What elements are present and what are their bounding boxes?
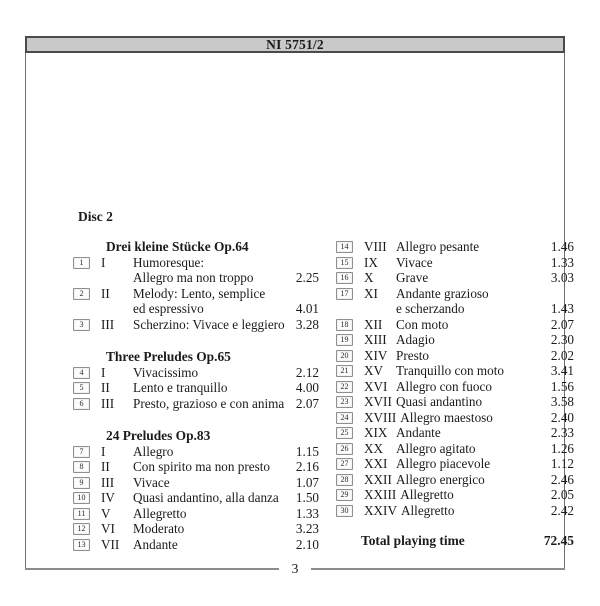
track-number-box xyxy=(73,477,90,489)
track-number-label: 19 xyxy=(340,335,349,344)
track-roman-numeral: II xyxy=(101,380,110,395)
tracklist-right-sections xyxy=(336,239,574,518)
page-number: 3 xyxy=(279,561,312,577)
track-title xyxy=(133,365,296,381)
track-title xyxy=(133,286,296,317)
section-heading: Three Preludes Op.65 xyxy=(106,349,231,364)
track-row xyxy=(336,348,574,364)
track-row xyxy=(73,255,319,286)
track-roman-numeral: XX xyxy=(364,440,384,456)
track-roman-numeral: XIV xyxy=(364,347,388,363)
track-row xyxy=(336,317,574,333)
track-title xyxy=(396,472,551,488)
tracklist-column-right xyxy=(336,239,574,549)
track-row xyxy=(336,286,574,317)
track-title xyxy=(396,239,551,255)
track-roman-numeral: XIII xyxy=(364,332,387,347)
track-title xyxy=(396,379,551,395)
track-title-line: Humoresque: xyxy=(133,254,205,270)
track-number-box xyxy=(336,241,353,253)
track-row xyxy=(336,487,574,503)
track-title xyxy=(396,317,551,333)
tracklist-section xyxy=(73,349,319,411)
track-row xyxy=(336,394,574,410)
track-title-line: Con moto xyxy=(396,316,449,332)
track-time: 1.26 xyxy=(550,440,574,456)
track-time: 2.02 xyxy=(550,347,574,363)
track-number-box xyxy=(336,505,353,517)
track-time: 4.00 xyxy=(295,380,319,395)
track-number-label: 4 xyxy=(79,367,84,377)
track-title-line: Allegro xyxy=(133,443,174,459)
track-number-box xyxy=(336,272,353,284)
track-number-box xyxy=(336,474,353,486)
track-time: 2.16 xyxy=(295,459,319,474)
track-number-label: 3 xyxy=(79,319,84,329)
track-title xyxy=(133,396,296,412)
track-number-label: 27 xyxy=(340,459,349,468)
track-roman-numeral: I xyxy=(101,443,106,459)
track-number-label: 9 xyxy=(79,477,84,487)
track-roman-numeral: XXIII xyxy=(364,487,397,502)
track-title-line: Tranquillo con moto xyxy=(396,363,504,378)
track-title-line: Vivace xyxy=(133,474,170,490)
track-title xyxy=(133,317,296,333)
track-title-line: Allegretto xyxy=(400,502,455,518)
track-title xyxy=(396,348,551,364)
track-number-box xyxy=(336,365,353,377)
track-roman-numeral: XV xyxy=(364,363,384,378)
track-title-line: ed espressivo xyxy=(133,301,204,316)
track-title-line: Presto, grazioso e con anima xyxy=(133,395,285,411)
track-title-line: Presto xyxy=(396,347,429,363)
track-title-line: Allegro con fuoco xyxy=(396,378,492,394)
track-number-box xyxy=(73,382,90,394)
track-title xyxy=(400,410,551,426)
track-time: 3.28 xyxy=(295,316,319,332)
track-title xyxy=(133,506,296,522)
track-time: 1.15 xyxy=(295,443,319,459)
track-time: 1.33 xyxy=(295,505,319,521)
track-number-box xyxy=(73,492,90,504)
track-number-label: 2 xyxy=(79,288,84,298)
track-number-label: 7 xyxy=(79,446,84,456)
track-title-line: Melody: Lento, semplice xyxy=(133,285,266,301)
track-roman-numeral: III xyxy=(101,316,115,332)
track-roman-numeral: XXII xyxy=(364,471,392,487)
track-time: 2.40 xyxy=(550,409,574,425)
track-title-line: e scherzando xyxy=(396,301,465,316)
track-number-box xyxy=(336,458,353,470)
track-number-box xyxy=(73,288,90,300)
track-row xyxy=(73,537,319,553)
track-time: 2.46 xyxy=(550,471,574,487)
track-row xyxy=(73,490,319,506)
track-title xyxy=(396,456,551,472)
track-title xyxy=(133,521,296,537)
track-time: 2.33 xyxy=(550,425,574,440)
track-row xyxy=(336,503,574,519)
track-number-label: 29 xyxy=(340,490,349,499)
track-time: 3.41 xyxy=(550,363,574,378)
track-title-line: Moderato xyxy=(133,521,185,536)
track-number-box xyxy=(73,508,90,520)
track-title-line: Allegro agitato xyxy=(396,440,476,456)
track-title-line: Allegretto xyxy=(400,487,454,502)
track-number-box xyxy=(73,398,90,410)
track-time: 2.30 xyxy=(550,332,574,347)
track-number-label: 23 xyxy=(340,397,349,406)
track-roman-numeral: II xyxy=(101,459,110,474)
track-number-label: 10 xyxy=(77,493,86,502)
track-number-box xyxy=(336,427,353,439)
track-number-label: 16 xyxy=(340,273,349,282)
track-time: 2.07 xyxy=(295,395,319,411)
track-number-label: 17 xyxy=(340,288,349,298)
track-number-box xyxy=(336,350,353,362)
track-roman-numeral: XVI xyxy=(364,378,388,394)
track-time: 1.33 xyxy=(550,254,574,270)
track-time: 1.07 xyxy=(295,474,319,490)
track-number-label: 15 xyxy=(340,257,349,267)
track-title-line: Quasi andantino, alla danza xyxy=(133,490,279,505)
tracklist-section xyxy=(73,428,319,552)
track-time: 3.58 xyxy=(550,394,574,409)
track-number-label: 1 xyxy=(79,257,84,267)
track-number-label: 5 xyxy=(79,383,84,392)
track-number-label: 28 xyxy=(340,474,349,484)
track-row xyxy=(336,410,574,426)
track-roman-numeral: XII xyxy=(364,316,383,332)
track-number-label: 24 xyxy=(340,412,349,422)
total-playing-time-label: Total playing time xyxy=(361,533,465,548)
track-row xyxy=(73,506,319,522)
track-title-line: Adagio xyxy=(396,332,435,347)
section-heading: 24 Preludes Op.83 xyxy=(106,428,211,443)
track-time: 2.42 xyxy=(550,502,574,518)
track-title-line: Scherzino: Vivace e leggiero xyxy=(133,316,285,332)
track-row xyxy=(73,459,319,475)
track-title-line: Lento e tranquillo xyxy=(133,380,228,395)
track-roman-numeral: I xyxy=(101,364,106,380)
track-roman-numeral: X xyxy=(364,270,374,285)
track-title-line: Allegro maestoso xyxy=(400,409,493,425)
total-playing-time-row xyxy=(336,533,574,549)
track-time: 2.10 xyxy=(295,536,319,552)
track-number-box xyxy=(73,257,90,269)
track-row xyxy=(73,396,319,412)
track-title-line: Allegro energico xyxy=(396,471,485,487)
track-number-box xyxy=(336,257,353,269)
track-time: 1.50 xyxy=(295,490,319,505)
track-title xyxy=(396,270,551,286)
total-playing-time-value: 72.45 xyxy=(543,533,574,548)
page-number-strip xyxy=(25,560,565,578)
track-row xyxy=(336,332,574,348)
track-roman-numeral: VII xyxy=(101,536,120,552)
track-roman-numeral: VI xyxy=(101,521,115,536)
track-number-box xyxy=(336,319,353,331)
track-number-box xyxy=(336,334,353,346)
track-title xyxy=(396,255,551,271)
track-roman-numeral: XVII xyxy=(364,394,392,409)
track-roman-numeral: IX xyxy=(364,254,378,270)
track-time: 2.07 xyxy=(550,316,574,332)
track-number-box xyxy=(336,381,353,393)
track-number-box xyxy=(336,396,353,408)
track-number-box xyxy=(73,319,90,331)
track-row xyxy=(73,317,319,333)
track-row xyxy=(73,521,319,537)
track-title-line: Quasi andantino xyxy=(396,394,483,409)
track-time: 2.25 xyxy=(295,270,319,285)
tracklist-column-left xyxy=(73,239,319,552)
track-number-label: 20 xyxy=(340,350,349,360)
track-number-label: 8 xyxy=(79,462,84,471)
track-title xyxy=(133,444,296,460)
track-title xyxy=(133,380,296,396)
track-title xyxy=(396,332,551,348)
track-number-box xyxy=(73,461,90,473)
track-title-line: Andante grazioso xyxy=(396,285,489,301)
track-number-label: 6 xyxy=(79,398,84,408)
track-title-line: Con spirito ma non presto xyxy=(133,459,270,474)
track-row xyxy=(336,239,574,255)
track-row xyxy=(73,444,319,460)
track-time: 1.12 xyxy=(550,456,574,471)
tracklist-left-sections xyxy=(73,239,319,552)
track-number-box xyxy=(73,446,90,458)
track-number-label: 12 xyxy=(77,524,86,533)
track-number-label: 21 xyxy=(340,366,349,375)
track-roman-numeral: XIX xyxy=(364,425,388,440)
track-title-line: Allegro piacevole xyxy=(396,456,491,471)
track-row xyxy=(73,286,319,317)
track-title-line: Andante xyxy=(133,536,178,552)
track-number-box xyxy=(336,288,353,300)
section-heading: Drei kleine Stücke Op.64 xyxy=(106,239,249,254)
track-row xyxy=(73,365,319,381)
track-roman-numeral: VIII xyxy=(364,239,387,254)
catalog-number: NI 5751/2 xyxy=(266,37,324,52)
track-title xyxy=(396,394,551,410)
track-number-label: 18 xyxy=(340,319,349,329)
track-roman-numeral: III xyxy=(101,474,115,490)
track-title xyxy=(396,425,551,441)
track-number-label: 26 xyxy=(340,443,349,453)
track-number-label: 30 xyxy=(340,505,349,515)
track-roman-numeral: IV xyxy=(101,490,115,505)
catalog-header-bar xyxy=(25,36,565,53)
track-time: 3.23 xyxy=(295,521,319,536)
track-time: 4.01 xyxy=(295,301,319,316)
track-roman-numeral: XXIV xyxy=(364,502,397,518)
track-title xyxy=(401,503,551,519)
track-roman-numeral: XXI xyxy=(364,456,388,471)
track-roman-numeral: I xyxy=(101,254,106,270)
track-time: 1.43 xyxy=(550,301,574,316)
track-title xyxy=(400,487,551,503)
content-frame xyxy=(25,53,574,570)
track-roman-numeral: V xyxy=(101,505,111,521)
track-time: 1.56 xyxy=(550,378,574,394)
track-row xyxy=(336,441,574,457)
track-roman-numeral: XI xyxy=(364,285,378,301)
track-time: 1.46 xyxy=(550,239,574,254)
track-number-box xyxy=(73,539,90,551)
track-row xyxy=(336,379,574,395)
track-row xyxy=(336,270,574,286)
track-title-line: Andante xyxy=(396,425,441,440)
track-number-box xyxy=(336,489,353,501)
track-number-label: 25 xyxy=(340,428,349,437)
track-title xyxy=(396,363,551,379)
track-title-line: Vivace xyxy=(396,254,433,270)
track-title-line: Allegro ma non troppo xyxy=(133,270,254,285)
track-title-line: Grave xyxy=(396,270,429,285)
disc-title: Disc 2 xyxy=(78,209,113,224)
track-row xyxy=(336,456,574,472)
track-title xyxy=(133,459,296,475)
track-number-box xyxy=(336,443,353,455)
track-number-label: 11 xyxy=(77,508,86,518)
track-time: 2.12 xyxy=(295,364,319,380)
track-number-box xyxy=(336,412,353,424)
track-number-label: 22 xyxy=(340,381,349,391)
track-row xyxy=(73,475,319,491)
track-title xyxy=(133,255,296,286)
track-title xyxy=(133,537,296,553)
track-title xyxy=(396,286,551,317)
track-number-box xyxy=(73,367,90,379)
track-number-label: 14 xyxy=(340,242,349,251)
track-title-line: Allegro pesante xyxy=(396,239,480,254)
track-title xyxy=(133,490,296,506)
track-title-line: Vivacissimo xyxy=(133,364,199,380)
track-number-label: 13 xyxy=(77,539,86,549)
track-row xyxy=(336,255,574,271)
track-row xyxy=(336,425,574,441)
track-number-box xyxy=(73,523,90,535)
track-time: 3.03 xyxy=(550,270,574,285)
track-time: 2.05 xyxy=(550,487,574,502)
tracklist-section xyxy=(336,239,574,518)
track-title-line: Allegretto xyxy=(133,505,187,521)
track-title xyxy=(396,441,551,457)
track-roman-numeral: XVIII xyxy=(364,409,397,425)
track-roman-numeral: III xyxy=(101,395,115,411)
track-roman-numeral: II xyxy=(101,285,110,301)
track-row xyxy=(336,472,574,488)
tracklist-section xyxy=(73,239,319,332)
track-row xyxy=(73,380,319,396)
track-title xyxy=(133,475,296,491)
track-row xyxy=(336,363,574,379)
